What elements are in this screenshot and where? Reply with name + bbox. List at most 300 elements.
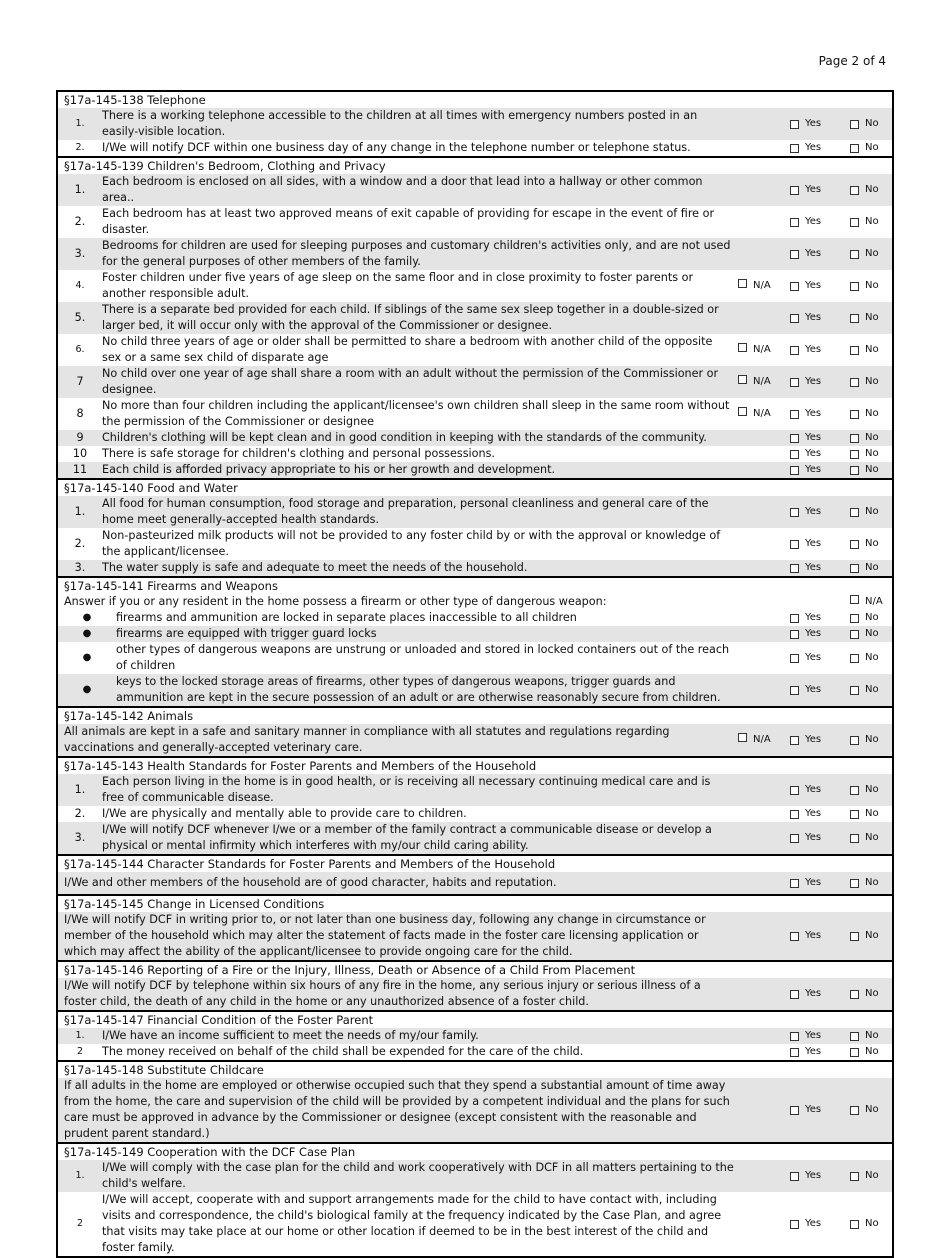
- no-option[interactable]: [850, 374, 892, 390]
- checklist-form: [56, 90, 894, 1258]
- yes-option[interactable]: [790, 682, 850, 698]
- no-option[interactable]: [850, 1028, 892, 1044]
- yes-checkbox[interactable]: [790, 1106, 799, 1115]
- no-checkbox[interactable]: [850, 630, 859, 639]
- item-text: I/We and other members of the household are of good character, habits and reputation.: [64, 876, 557, 889]
- na-cell: [850, 594, 892, 610]
- item-text: I/We will notify DCF whenever I/we or a member of the family contract a communicable disease or develop a physical or mental infirmity which interferes with my/our child caring ability.: [102, 823, 712, 852]
- no-label: No: [865, 432, 879, 443]
- no-checkbox[interactable]: [850, 686, 859, 695]
- no-option[interactable]: [850, 1168, 892, 1184]
- yes-checkbox[interactable]: [790, 144, 799, 153]
- no-checkbox[interactable]: [850, 1172, 859, 1181]
- na-option[interactable]: [738, 374, 771, 390]
- item-text: Non-pasteurized milk products will not be provided to any foster child by or with the approval or knowledge of the applicant/licensee.: [102, 529, 721, 558]
- section-header: §17a-145-140 Food and Water: [58, 480, 892, 496]
- section: [58, 894, 892, 960]
- yes-option[interactable]: [790, 928, 850, 944]
- no-label: No: [865, 832, 879, 843]
- yes-checkbox[interactable]: [790, 1048, 799, 1057]
- no-option[interactable]: [850, 140, 892, 156]
- no-checkbox[interactable]: [850, 564, 859, 573]
- yes-label: Yes: [805, 628, 822, 639]
- yes-label: Yes: [805, 432, 822, 443]
- section: [58, 576, 892, 706]
- no-checkbox[interactable]: [850, 1032, 859, 1041]
- no-option[interactable]: [850, 986, 892, 1002]
- section-header: §17a-145-145 Change in Licensed Conditions: [58, 896, 892, 912]
- section-header: §17a-145-147 Financial Condition of the Foster Parent: [58, 1012, 892, 1028]
- no-checkbox[interactable]: [850, 736, 859, 745]
- yes-option[interactable]: [790, 732, 850, 748]
- no-checkbox[interactable]: [850, 810, 859, 819]
- no-label: No: [865, 988, 879, 999]
- item-text: Children's clothing will be kept clean and in good condition in keeping with the standards of the community.: [102, 431, 707, 444]
- na-option[interactable]: [738, 406, 771, 422]
- no-label: No: [865, 734, 879, 745]
- no-option[interactable]: [850, 446, 892, 462]
- no-label: No: [865, 1218, 879, 1229]
- yes-label: Yes: [805, 930, 822, 941]
- yes-checkbox[interactable]: [790, 466, 799, 475]
- item-text: I/We will notify DCF within one business day of any change in the telephone number or telephone status.: [102, 141, 691, 154]
- no-checkbox[interactable]: [850, 786, 859, 795]
- no-label: No: [865, 464, 879, 475]
- yes-label: Yes: [805, 184, 822, 195]
- no-label: No: [865, 652, 879, 663]
- no-checkbox[interactable]: [850, 1106, 859, 1115]
- no-label: No: [865, 1030, 879, 1041]
- yes-checkbox[interactable]: [790, 1032, 799, 1041]
- yes-option[interactable]: [790, 830, 850, 846]
- na-cell: [738, 374, 790, 390]
- yes-option[interactable]: [790, 1168, 850, 1184]
- item-row: [58, 674, 892, 706]
- item-number: 8: [76, 407, 84, 420]
- item-text: The water supply is safe and adequate to meet the needs of the household.: [102, 561, 528, 574]
- item-row: [58, 1044, 892, 1060]
- yes-label: Yes: [805, 448, 822, 459]
- no-option[interactable]: [850, 406, 892, 422]
- section-header: §17a-145-142 Animals: [58, 708, 892, 724]
- yes-label: Yes: [805, 652, 822, 663]
- yes-checkbox[interactable]: [790, 834, 799, 843]
- item-text: I/We have an income sufficient to meet the needs of my/our family.: [102, 1029, 479, 1042]
- no-checkbox[interactable]: [850, 1220, 859, 1229]
- yes-option[interactable]: [790, 560, 850, 576]
- item-row: [58, 560, 892, 576]
- yes-checkbox[interactable]: [790, 614, 799, 623]
- no-label: No: [865, 118, 879, 129]
- no-label: No: [865, 408, 879, 419]
- no-option[interactable]: [850, 430, 892, 446]
- yes-option[interactable]: [790, 342, 850, 358]
- item-row: [58, 238, 892, 270]
- yes-checkbox[interactable]: [790, 450, 799, 459]
- no-checkbox[interactable]: [850, 144, 859, 153]
- yes-option[interactable]: [790, 310, 850, 326]
- yes-label: Yes: [805, 1030, 822, 1041]
- section-header: §17a-145-146 Reporting of a Fire or the Injury, Illness, Death or Absence of a Child From Placement: [58, 962, 892, 978]
- yes-label: Yes: [805, 1104, 822, 1115]
- section: [58, 478, 892, 576]
- no-checkbox[interactable]: [850, 466, 859, 475]
- yes-option[interactable]: [790, 462, 850, 478]
- section-header: §17a-145-141 Firearms and Weapons: [58, 578, 892, 594]
- yes-checkbox[interactable]: [790, 120, 799, 129]
- na-cell: [738, 732, 790, 748]
- na-cell: [738, 406, 790, 422]
- yes-checkbox[interactable]: [790, 932, 799, 941]
- yes-checkbox[interactable]: [790, 879, 799, 888]
- section: [58, 1010, 892, 1060]
- yes-checkbox[interactable]: [790, 1220, 799, 1229]
- yes-option[interactable]: [790, 626, 850, 642]
- no-option[interactable]: [850, 560, 892, 576]
- item-number: 3.: [74, 247, 86, 260]
- yes-option[interactable]: [790, 875, 850, 891]
- item-text: Each child is afforded privacy appropriate to his or her growth and development.: [102, 463, 556, 476]
- no-checkbox[interactable]: [850, 282, 859, 291]
- item-row: [58, 626, 892, 642]
- item-number: 5.: [74, 311, 86, 324]
- na-option[interactable]: [738, 278, 771, 294]
- section: [58, 156, 892, 478]
- item-number: 2: [76, 1218, 84, 1229]
- no-checkbox[interactable]: [850, 378, 859, 387]
- yes-label: Yes: [805, 538, 822, 549]
- no-option[interactable]: [850, 536, 892, 552]
- item-text: Each person living in the home is in good health, or is receiving all necessary continuing medical care and is free of communicable disease.: [102, 775, 711, 804]
- yes-checkbox[interactable]: [790, 736, 799, 745]
- no-option[interactable]: [850, 1102, 892, 1118]
- yes-label: Yes: [805, 142, 822, 153]
- yes-checkbox[interactable]: [790, 410, 799, 419]
- item-text: keys to the locked storage areas of firearms, other types of dangerous weapons, trigger guards and ammunition are kept in the secure possession of an adult or are otherwise reasonably secure from children.: [116, 675, 721, 704]
- yes-option[interactable]: [790, 782, 850, 798]
- item-row: [58, 774, 892, 806]
- no-checkbox[interactable]: [850, 346, 859, 355]
- no-option[interactable]: [850, 1044, 892, 1060]
- no-option[interactable]: [850, 806, 892, 822]
- yes-checkbox[interactable]: [790, 786, 799, 795]
- item-number: 1.: [74, 783, 86, 796]
- bullet-icon: ●: [82, 684, 92, 695]
- no-checkbox[interactable]: [850, 834, 859, 843]
- item-row: [58, 912, 892, 960]
- na-checkbox[interactable]: [738, 343, 747, 352]
- item-text: I/We will notify DCF in writing prior to, or not later than one business day, following any change in circumstance or member of the household which may alter the statement of facts made in the foster care licensing application or which may affect the ability of the applicant/licensee to provide ongoing care for the child.: [64, 913, 706, 958]
- section-header: §17a-145-144 Character Standards for Foster Parents and Members of the Household: [58, 856, 892, 872]
- no-label: No: [865, 612, 879, 623]
- no-label: No: [865, 344, 879, 355]
- item-text: I/We will notify DCF by telephone within six hours of any fire in the home, any serious injury or serious illness of a foster child, the death of any child in the home or any unauthorized absence of a foster child.: [64, 979, 701, 1008]
- yes-option[interactable]: [790, 182, 850, 198]
- yes-option[interactable]: [790, 246, 850, 262]
- no-label: No: [865, 562, 879, 573]
- no-checkbox[interactable]: [850, 879, 859, 888]
- no-option[interactable]: [850, 278, 892, 294]
- no-checkbox[interactable]: [850, 540, 859, 549]
- item-row: [58, 366, 892, 398]
- no-label: No: [865, 142, 879, 153]
- yes-checkbox[interactable]: [790, 282, 799, 291]
- no-checkbox[interactable]: [850, 410, 859, 419]
- section: [58, 92, 892, 156]
- item-row: [58, 1192, 892, 1256]
- section: [58, 1060, 892, 1142]
- no-label: No: [865, 448, 879, 459]
- no-option[interactable]: [850, 682, 892, 698]
- yes-label: Yes: [805, 506, 822, 517]
- no-checkbox[interactable]: [850, 186, 859, 195]
- yes-label: Yes: [805, 832, 822, 843]
- no-option[interactable]: [850, 610, 892, 626]
- na-checkbox[interactable]: [738, 375, 747, 384]
- yes-option[interactable]: [790, 430, 850, 446]
- yes-checkbox[interactable]: [790, 186, 799, 195]
- no-checkbox[interactable]: [850, 218, 859, 227]
- na-cell: [738, 342, 790, 358]
- no-option[interactable]: [850, 182, 892, 198]
- no-option[interactable]: [850, 504, 892, 520]
- no-label: No: [865, 248, 879, 259]
- na-label: N/A: [865, 596, 883, 607]
- item-row: [58, 528, 892, 560]
- no-option[interactable]: [850, 732, 892, 748]
- no-option[interactable]: [850, 342, 892, 358]
- item-row: [58, 446, 892, 462]
- page-number: Page 2 of 4: [818, 54, 886, 68]
- no-checkbox[interactable]: [850, 614, 859, 623]
- no-label: No: [865, 877, 879, 888]
- yes-label: Yes: [805, 312, 822, 323]
- no-label: No: [865, 1104, 879, 1115]
- yes-checkbox[interactable]: [790, 1172, 799, 1181]
- intro-row: [58, 594, 892, 610]
- no-checkbox[interactable]: [850, 932, 859, 941]
- yes-option[interactable]: [790, 504, 850, 520]
- yes-checkbox[interactable]: [790, 346, 799, 355]
- no-label: No: [865, 376, 879, 387]
- item-number: 2.: [74, 807, 86, 820]
- intro-text: Answer if you or any resident in the home possess a firearm or other type of dangerous weapon:: [64, 595, 607, 608]
- no-checkbox[interactable]: [850, 120, 859, 129]
- yes-checkbox[interactable]: [790, 434, 799, 443]
- item-row: [58, 806, 892, 822]
- no-label: No: [865, 784, 879, 795]
- yes-label: Yes: [805, 344, 822, 355]
- item-number: 2: [76, 1046, 84, 1057]
- no-label: No: [865, 506, 879, 517]
- yes-label: Yes: [805, 464, 822, 475]
- yes-label: Yes: [805, 1046, 822, 1057]
- item-text: The money received on behalf of the child shall be expended for the care of the child.: [102, 1045, 584, 1058]
- no-label: No: [865, 930, 879, 941]
- no-option[interactable]: [850, 462, 892, 478]
- no-label: No: [865, 1046, 879, 1057]
- na-label: N/A: [753, 734, 771, 745]
- yes-option[interactable]: [790, 1044, 850, 1060]
- item-row: [58, 642, 892, 674]
- item-row: [58, 302, 892, 334]
- na-label: N/A: [753, 408, 771, 419]
- no-option[interactable]: [850, 830, 892, 846]
- no-option[interactable]: [850, 650, 892, 666]
- no-option[interactable]: [850, 626, 892, 642]
- item-row: [58, 822, 892, 854]
- no-checkbox[interactable]: [850, 508, 859, 517]
- item-number: 1.: [74, 183, 86, 196]
- item-text: No child three years of age or older shall be permitted to share a bedroom with another child of the opposite sex or a same sex child of disparate age: [102, 335, 713, 364]
- item-row: [58, 1028, 892, 1044]
- item-text: There is a working telephone accessible to the children at all times with emergency numbers posted in an easily-visible location.: [102, 109, 698, 138]
- no-label: No: [865, 312, 879, 323]
- na-checkbox[interactable]: [850, 595, 859, 604]
- na-checkbox[interactable]: [738, 407, 747, 416]
- yes-option[interactable]: [790, 1102, 850, 1118]
- item-row: [58, 334, 892, 366]
- item-row: [58, 270, 892, 302]
- item-number: 1.: [75, 1170, 85, 1181]
- yes-option[interactable]: [790, 140, 850, 156]
- no-checkbox[interactable]: [850, 1048, 859, 1057]
- yes-option[interactable]: [790, 214, 850, 230]
- na-label: N/A: [753, 344, 771, 355]
- no-checkbox[interactable]: [850, 654, 859, 663]
- no-option[interactable]: [850, 310, 892, 326]
- yes-checkbox[interactable]: [790, 630, 799, 639]
- section-header: §17a-145-148 Substitute Childcare: [58, 1062, 892, 1078]
- yes-option[interactable]: [790, 406, 850, 422]
- na-checkbox[interactable]: [738, 733, 747, 742]
- yes-label: Yes: [805, 280, 822, 291]
- item-text: firearms and ammunition are locked in separate places inaccessible to all children: [116, 611, 577, 624]
- no-option[interactable]: [850, 782, 892, 798]
- section: [58, 854, 892, 894]
- item-number: 10: [72, 447, 88, 460]
- yes-checkbox[interactable]: [790, 564, 799, 573]
- bullet-icon: ●: [82, 628, 92, 639]
- no-checkbox[interactable]: [850, 434, 859, 443]
- yes-checkbox[interactable]: [790, 250, 799, 259]
- item-number: 2.: [75, 142, 85, 153]
- item-text: Each bedroom is enclosed on all sides, with a window and a door that lead into a hallway or other common area..: [102, 175, 703, 204]
- no-label: No: [865, 538, 879, 549]
- yes-label: Yes: [805, 734, 822, 745]
- yes-option[interactable]: [790, 610, 850, 626]
- yes-checkbox[interactable]: [790, 378, 799, 387]
- na-option[interactable]: [738, 732, 771, 748]
- yes-label: Yes: [805, 784, 822, 795]
- yes-checkbox[interactable]: [790, 810, 799, 819]
- no-checkbox[interactable]: [850, 250, 859, 259]
- na-option[interactable]: [738, 342, 771, 358]
- yes-checkbox[interactable]: [790, 686, 799, 695]
- no-label: No: [865, 216, 879, 227]
- yes-option[interactable]: [790, 116, 850, 132]
- item-number: 7: [76, 375, 84, 388]
- yes-option[interactable]: [790, 806, 850, 822]
- yes-checkbox[interactable]: [790, 540, 799, 549]
- yes-label: Yes: [805, 408, 822, 419]
- no-label: No: [865, 1170, 879, 1181]
- no-checkbox[interactable]: [850, 450, 859, 459]
- no-option[interactable]: [850, 116, 892, 132]
- yes-label: Yes: [805, 376, 822, 387]
- item-number: 11: [72, 463, 88, 476]
- item-text: I/We are physically and mentally able to provide care to children.: [102, 807, 467, 820]
- section-header: §17a-145-143 Health Standards for Foster Parents and Members of the Household: [58, 758, 892, 774]
- item-number: 1.: [75, 118, 85, 129]
- item-row: [58, 978, 892, 1010]
- no-option[interactable]: [850, 928, 892, 944]
- item-number: 1.: [75, 1030, 85, 1041]
- item-row: [58, 872, 892, 894]
- item-text: other types of dangerous weapons are unstrung or unloaded and stored in locked containers out of the reach of children: [116, 643, 730, 672]
- no-option[interactable]: [850, 875, 892, 891]
- na-checkbox[interactable]: [738, 279, 747, 288]
- item-row: [58, 724, 892, 756]
- item-number: 9: [76, 431, 84, 444]
- yes-option[interactable]: [790, 278, 850, 294]
- yes-checkbox[interactable]: [790, 218, 799, 227]
- item-text: No child over one year of age shall share a room with an adult without the permission of the Commissioner or designee.: [102, 367, 719, 396]
- item-row: [58, 496, 892, 528]
- bullet-icon: ●: [82, 612, 92, 623]
- item-row: [58, 140, 892, 156]
- yes-checkbox[interactable]: [790, 508, 799, 517]
- yes-checkbox[interactable]: [790, 654, 799, 663]
- na-cell: [738, 278, 790, 294]
- item-row: [58, 610, 892, 626]
- item-row: [58, 398, 892, 430]
- item-row: [58, 1160, 892, 1192]
- yes-checkbox[interactable]: [790, 990, 799, 999]
- yes-option[interactable]: [790, 374, 850, 390]
- item-text: Foster children under five years of age sleep on the same floor and in close proximity to foster parents or another responsible adult.: [102, 271, 694, 300]
- no-label: No: [865, 628, 879, 639]
- no-checkbox[interactable]: [850, 990, 859, 999]
- item-number: 3.: [74, 561, 86, 574]
- yes-option[interactable]: [790, 536, 850, 552]
- yes-label: Yes: [805, 877, 822, 888]
- yes-option[interactable]: [790, 986, 850, 1002]
- yes-checkbox[interactable]: [790, 314, 799, 323]
- no-checkbox[interactable]: [850, 314, 859, 323]
- item-text: firearms are equipped with trigger guard locks: [116, 627, 377, 640]
- section: [58, 960, 892, 1010]
- item-row: [58, 1078, 892, 1142]
- yes-option[interactable]: [790, 650, 850, 666]
- yes-label: Yes: [805, 248, 822, 259]
- item-text: No more than four children including the applicant/licensee's own children shall sleep in the same room without the permission of the Commissioner or designee: [102, 399, 730, 428]
- item-text: I/We will comply with the case plan for the child and work cooperatively with DCF in all matters pertaining to the child's welfare.: [102, 1161, 734, 1190]
- yes-option[interactable]: [790, 1028, 850, 1044]
- item-number: 4.: [75, 280, 85, 291]
- na-option[interactable]: [850, 594, 883, 610]
- section-header: §17a-145-138 Telephone: [58, 92, 892, 108]
- section-header: §17a-145-139 Children's Bedroom, Clothing and Privacy: [58, 158, 892, 174]
- yes-label: Yes: [805, 562, 822, 573]
- yes-option[interactable]: [790, 446, 850, 462]
- section: [58, 756, 892, 854]
- no-label: No: [865, 280, 879, 291]
- no-option[interactable]: [850, 246, 892, 262]
- yes-label: Yes: [805, 118, 822, 129]
- yes-label: Yes: [805, 1218, 822, 1229]
- no-option[interactable]: [850, 214, 892, 230]
